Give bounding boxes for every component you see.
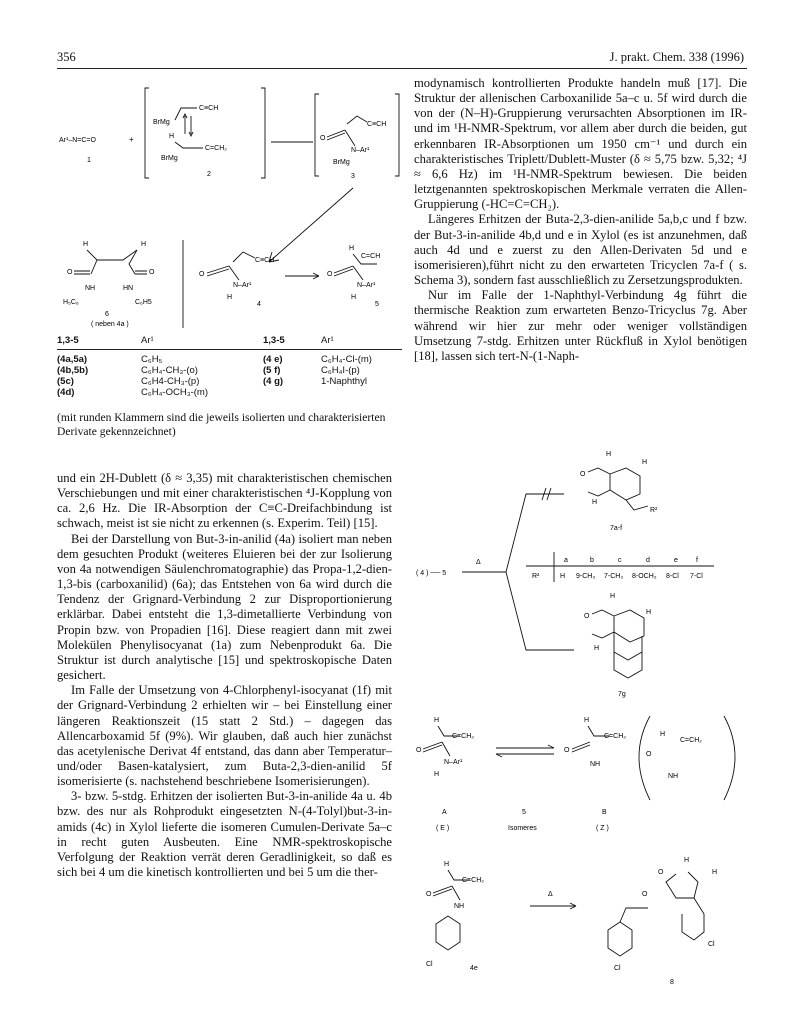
table-val: 9-CH₃: [576, 573, 596, 580]
compound-label-1: 1: [87, 157, 91, 164]
table-head: f: [696, 557, 698, 564]
bracket-right-3: [395, 94, 399, 176]
label-Z: ( Z ): [596, 825, 609, 832]
legend-code: (4d): [57, 387, 75, 398]
legend-ar: 1-Naphthyl: [321, 376, 367, 387]
label-A: A: [442, 809, 447, 816]
n-h-4e: NH: [454, 903, 465, 910]
legend-code: (5 f): [263, 365, 281, 376]
n-ar-A: N–Ar¹: [444, 759, 463, 766]
label-isomeres: Isomeres: [508, 825, 537, 832]
h-4: H: [227, 294, 233, 301]
hn-6: HN: [123, 285, 134, 292]
legend-ar: C₆H₄-OCH₃-(m): [141, 387, 208, 398]
journal-reference: J. prakt. Chem. 338 (1996): [609, 50, 744, 64]
arrow-4e-to-8: [530, 903, 576, 909]
cl-4e: Cl: [426, 961, 433, 968]
nh-6: NH: [85, 285, 96, 292]
cyclization-scheme: [414, 852, 747, 1002]
table-head: d: [646, 557, 650, 564]
scheme-caption: (mit runden Klammern sind die jeweils isolierten und charakterisierten Derivate gekennzeichnet): [57, 411, 386, 438]
label-7g: 7g: [618, 691, 626, 698]
h-6-left: H: [83, 241, 89, 248]
alkyne-4: C≡CH: [255, 257, 275, 264]
table-val: 8-OCH₃: [632, 573, 657, 580]
h-A-n: H: [434, 771, 440, 778]
h-dimer: H: [660, 731, 666, 738]
compound-label-6: 6: [105, 311, 109, 318]
alkyne-3: C≡CH: [367, 121, 387, 128]
o-8: O: [642, 891, 648, 898]
table-head: a: [564, 557, 568, 564]
n-h-B: NH: [590, 761, 601, 768]
label-8: 8: [670, 979, 674, 986]
o-dimer: O: [646, 751, 652, 758]
legend-code: (4 g): [263, 376, 284, 387]
n-ar-3: N–Ar¹: [351, 147, 370, 154]
table-r2: R²: [532, 573, 540, 580]
legend-header-right: 1,3-5: [263, 335, 285, 346]
reaction-scheme-3: [414, 440, 747, 705]
legend-ar: C₆H₄-Cl-(m): [321, 354, 372, 365]
o-B: O: [564, 747, 570, 754]
o-6-right: O: [149, 269, 155, 276]
legend-ar: C₆H₄-CH₃-(o): [141, 365, 198, 376]
brmg-lower: BrMg: [161, 155, 178, 162]
legend-ar: C₆H4-CH₃-(p): [141, 376, 200, 387]
o-7g: O: [584, 613, 590, 620]
h5c6-6: H₅C₆: [63, 299, 79, 306]
compound-label-4: 4: [257, 301, 261, 308]
h-B: H: [584, 717, 590, 724]
bracket-left-3: [315, 94, 319, 176]
legend-header-left: 1,3-5: [57, 335, 79, 346]
h-A: H: [434, 717, 440, 724]
h-upper: H: [169, 133, 175, 140]
legend-code: (4b,5b): [57, 365, 89, 376]
phenyl-4e: [436, 916, 460, 950]
n-ar-4: N–Ar¹: [233, 282, 252, 289]
paragraph: Bei der Darstellung von But-3-in-anilid (4a) isoliert man neben dem gesuchten Produkt (weiteres Eluieren bei der zur Isolierung von 4a notwendigen Säulenchromatographie) das Propa-1,2-dien-1,3-bis (carboxanilid) (6a); das Entstehen von 6a wird durch die Tendenz der Grignard-Verbindung 2 zur Disproportionierung erklärbar. Dabei entsteht die 1,3-dimetallierte Verbindung von Propin bzw. von Propadien [16]. Diese reagiert dann mit zwei Molekülen Phenylisocyanat (1a) zum Nebenprodukt 6a. Die Struktur ist durch analytische [15] und spektroskopische Daten gesichert.: [57, 531, 392, 683]
brmg-upper: BrMg: [153, 119, 170, 126]
brmg-3: BrMg: [333, 159, 350, 166]
compound-label-2: 2: [207, 171, 211, 178]
legend-ar: C₆H₄I-(p): [321, 365, 360, 376]
alkyne-upper: C≡CH: [199, 105, 219, 112]
h-5-n: H: [351, 294, 357, 301]
cl-8-ring: Cl: [708, 941, 715, 948]
allene-5: C=CH: [361, 253, 381, 260]
compound-label-3: 3: [351, 173, 355, 180]
start-compound: ( 4 ) ── 5: [416, 570, 447, 577]
label-4e: 4e: [470, 965, 478, 972]
paragraph: 3- bzw. 5-stdg. Erhitzen der isolierten But-3-in-anilide 4a u. 4b bzw. des nur als Rohprodukt eingesetzten N-(4-Tolyl)but-3-in-amids (4c) in Xylol lieferte die isomeren Cumulen-Derivate 5a–c in recht guten Ausbeuten. Eine NMR-spektroskopische Verfolgung der Reaktion verrät deren Geradlinigkeit, so daß es sich bei 4 um die kinetisch kontrollierten und bei 5 um die ther-: [57, 789, 392, 880]
legend-rule: [57, 349, 402, 350]
paragraph: modynamisch kontrollierten Produkte handeln muß [17]. Die Struktur der allenischen Carboxanilide 5a–c u. 5f wird durch die von der (N–H)-Gruppierung verursachten Absorptionen im IR- und im ¹H-NMR-Spektrum, vor allem aber durch die beiden, gut erkennbaren IR-Absorptionen um 1950 cm⁻¹ und durch ein charakteristisches Triplett/Dublett-Muster (δ ≈ 5,75 bzw. 5,32; ⁴J ≈ 6,6 Hz) im ¹H-NMR-Spektrum bewiesen. Die beiden letztgenannten spektroskopischen Merkmale verraten die Allen-Gruppierung (-HC=C=CH₂).: [414, 76, 747, 212]
legend-code: (4a,5a): [57, 354, 88, 365]
structure-7g: [584, 593, 651, 698]
o-3: O: [320, 135, 326, 142]
n-7: H: [592, 499, 598, 506]
reaction-scheme-1: [57, 80, 402, 330]
h-6-right: H: [141, 241, 147, 248]
h-7g: H: [610, 593, 616, 600]
label-isomer-5: 5: [522, 809, 526, 816]
bracket-dimer: [639, 716, 650, 800]
arrow-3-to-4: [269, 188, 353, 262]
paragraph: Längeres Erhitzen der Buta-2,3-dien-anilide 5a,b,c und f bzw. der But-3-in-anilide 4b,d und e in Xylol (es ist anzunehmen, daß auch 4d und e zuerst zu den Allen-Derivaten 5d und e isomerisieren),führt nicht zu den erwarteten Tricyclen 7a-f ( s. Schema 3), sondern fast ausschließlich zu Zersetzungsprodukten.: [414, 212, 747, 288]
header-rule: [57, 68, 747, 69]
right-column-text: [414, 76, 747, 364]
n-ar-5: N–Ar¹: [357, 282, 376, 289]
h-8-top: H: [684, 857, 690, 864]
plus-sign: +: [129, 135, 134, 144]
table-val: 7-CH₃: [604, 573, 624, 580]
bracket-right-2: [261, 88, 265, 178]
h-7-top: H: [606, 451, 612, 458]
table-val: 8-Cl: [666, 573, 679, 580]
allene-4e: C=CH₂: [462, 877, 484, 884]
o-4: O: [199, 271, 205, 278]
table-head: e: [674, 557, 678, 564]
heat-final: Δ: [548, 891, 553, 898]
legend-ar: C₆H₅: [141, 354, 163, 365]
legend-header-right-ar: Ar¹: [321, 335, 334, 346]
o-8-ring: O: [658, 869, 664, 876]
table-val: H: [560, 573, 566, 580]
h-7-right: H: [642, 459, 648, 466]
n-h-dimer: NH: [668, 773, 679, 780]
paragraph: Im Falle der Umsetzung von 4-Chlorphenyl-isocyanat (1f) mit der Grignard-Verbindung 2 erhielten wir – bei Einstellung einer längeren Reaktionszeit (15 statt 2 Std.) – dagegen das Allencarboxamid 5f (9%). Wir glauben, daß auch hier zunächst das acetylenische Derivat 4f entstand, das dann aber Temperatur– und/oder Basen-katalysiert, zum Buta-2,3-dien-anilid 5f isomerisierte (s. nachstehend beschriebene Isomerisierungen).: [57, 683, 392, 789]
phenyl-8: [608, 922, 632, 956]
page-number: 356: [57, 50, 76, 64]
table-head: c: [618, 557, 622, 564]
n-7g: H: [594, 645, 600, 652]
structure-7a-f: [580, 451, 658, 532]
reactant-isocyanate: Ar¹–N=C=O: [59, 137, 96, 144]
h-5: H: [349, 245, 355, 252]
label-6-note: ( neben 4a ): [91, 321, 129, 328]
paragraph: Nur im Falle der 1-Naphthyl-Verbindung 4g führt die thermische Reaktion zum erwarteten Benzo-Tricyclus 7g. Aber während wir hier zur mehr oder weniger vollständigen Umsetzung 7-stdg. Erhitzen unter Rückfluß in Xylol benötigen [18], lassen sich tert-N-(1-Naph-: [414, 288, 747, 363]
heat-symbol: Δ: [476, 559, 481, 566]
allene-dimer: C=CH₂: [680, 737, 702, 744]
o-A: O: [416, 747, 422, 754]
o-5: O: [327, 271, 333, 278]
r2-7: R²: [650, 507, 658, 514]
equilibrium-arrow: [496, 745, 554, 748]
branch-line: [506, 494, 564, 572]
label-B: B: [602, 809, 607, 816]
isomer-scheme: [414, 712, 747, 842]
label-7a-f: 7a-f: [610, 525, 623, 532]
o-4e: O: [426, 891, 432, 898]
c6h5-6: C₆H5: [135, 299, 152, 306]
paragraph: und ein 2H-Dublett (δ ≈ 3,35) mit charakteristischen chemischen Verschiebungen und mit einer charakteristischen ⁴J-Kopplung von ca. 2,6 Hz. Die IR-Absorption der C≡C-Dreifachbindung ist schwach, meist ist sie nicht zu erkennen (s. Experim. Teil) [15].: [57, 471, 392, 531]
h-7g-right: H: [646, 609, 652, 616]
allene-B: C=CH₂: [604, 733, 626, 740]
legend-header-left-ar: Ar¹: [141, 335, 154, 346]
table-head: b: [590, 557, 594, 564]
left-column-text: [57, 471, 392, 880]
o-7: O: [580, 471, 586, 478]
h-8-right: H: [712, 869, 718, 876]
o-6-left: O: [67, 269, 73, 276]
legend-code: (4 e): [263, 354, 283, 365]
cl-8: Cl: [614, 965, 621, 972]
label-E: ( E ): [436, 825, 450, 832]
allene-A: C=CH₂: [452, 733, 474, 740]
table-val: 7-Cl: [690, 573, 703, 580]
compound-label-5: 5: [375, 301, 379, 308]
allene-upper: C=CH₂: [205, 145, 227, 152]
h-4e: H: [444, 861, 450, 868]
bracket-left-2: [145, 88, 149, 178]
legend-code: (5c): [57, 376, 74, 387]
